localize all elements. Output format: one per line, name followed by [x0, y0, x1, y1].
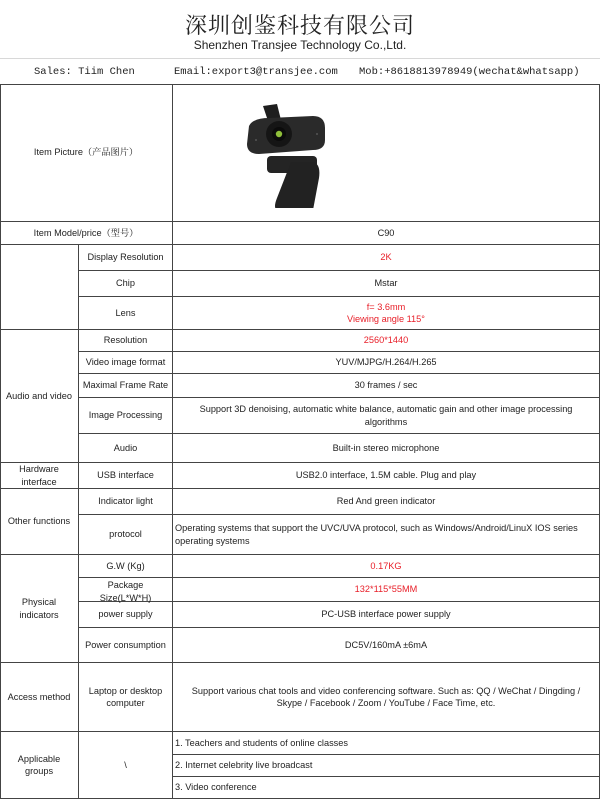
resolution-value: 2560*1440: [173, 330, 600, 352]
item-model-label: Item Model/price（型号）: [0, 222, 173, 245]
access-device-label: Laptop or desktop computer: [79, 663, 173, 732]
hardware-group-label: Hardware interface: [0, 463, 79, 489]
applicable-groups-sublabel: \: [79, 732, 173, 799]
lens-focal-length: f= 3.6mm: [366, 301, 406, 312]
image-processing-label: Image Processing: [79, 398, 173, 434]
protocol-value: Operating systems that support the UVC/UVA protocol, such as Windows/Android/LinuX IOS series operating systems: [173, 515, 600, 555]
display-group-label: [0, 245, 79, 330]
package-size-value: 132*115*55MM: [173, 578, 600, 602]
other-functions-group-label: Other functions: [0, 489, 79, 555]
power-consumption-label: Power consumption: [79, 628, 173, 663]
company-name-chinese: 深圳创鉴科技有限公司: [184, 14, 415, 39]
lens-label: Lens: [79, 297, 173, 330]
applicable-groups-label: Applicable groups: [0, 732, 79, 799]
audio-value: Built-in stereo microphone: [173, 434, 600, 463]
email-contact: Email:export3@transjee.com: [174, 66, 338, 78]
item-picture-label: Item Picture（产品图片）: [0, 84, 173, 222]
applicable-group-item: 3. Video conference: [173, 777, 600, 799]
webcam-product-image: [229, 98, 339, 208]
power-supply-value: PC-USB interface power supply: [173, 602, 600, 628]
indicator-light-label: Indicator light: [79, 489, 173, 515]
access-method-group-label: Access method: [0, 663, 79, 732]
gross-weight-label: G.W (Kg): [79, 555, 173, 578]
access-method-value: Support various chat tools and video conferencing software. Such as: QQ / WeChat / Dingding / Skype / Facebook / Zoom / YouTube / Face Time, etc.: [173, 663, 600, 732]
power-supply-label: power supply: [79, 602, 173, 628]
display-resolution-value: 2K: [173, 245, 600, 271]
item-picture-cell: [173, 84, 600, 222]
audio-video-group-label: Audio and video: [0, 330, 79, 463]
applicable-group-item: 1. Teachers and students of online classes: [173, 732, 600, 755]
spec-table: [0, 84, 600, 799]
mobile-contact: Mob:+8618813978949(wechat&whatsapp): [359, 66, 580, 78]
usb-interface-value: USB2.0 interface, 1.5M cable. Plug and play: [173, 463, 600, 489]
company-name-english: Shenzhen Transjee Technology Co.,Ltd.: [193, 38, 407, 52]
item-model-value: C90: [173, 222, 600, 245]
image-processing-value: Support 3D denoising, automatic white balance, automatic gain and other image processing algorithms: [173, 398, 600, 434]
lens-viewing-angle: Viewing angle 115°: [347, 314, 425, 324]
usb-interface-label: USB interface: [79, 463, 173, 489]
video-format-value: YUV/MJPG/H.264/H.265: [173, 352, 600, 374]
video-format-label: Video image format: [79, 352, 173, 374]
physical-group-label: Physical indicators: [0, 555, 79, 663]
power-consumption-value: DC5V/160mA ±6mA: [173, 628, 600, 663]
package-size-label: Package Size(L*W*H): [79, 578, 173, 602]
sales-contact: Sales: Tiim Chen: [34, 66, 135, 78]
frame-rate-label: Maximal Frame Rate: [79, 374, 173, 398]
frame-rate-value: 30 frames / sec: [173, 374, 600, 398]
gross-weight-value: 0.17KG: [173, 555, 600, 578]
document-header: [0, 0, 600, 59]
protocol-label: protocol: [79, 515, 173, 555]
chip-value: Mstar: [173, 271, 600, 297]
display-resolution-label: Display Resolution: [79, 245, 173, 271]
applicable-group-item: 2. Internet celebrity live broadcast: [173, 755, 600, 777]
lens-value: [173, 297, 600, 330]
chip-label: Chip: [79, 271, 173, 297]
resolution-label: Resolution: [79, 330, 173, 352]
indicator-light-value: Red And green indicator: [173, 489, 600, 515]
contact-bar: [0, 58, 600, 84]
audio-label: Audio: [79, 434, 173, 463]
